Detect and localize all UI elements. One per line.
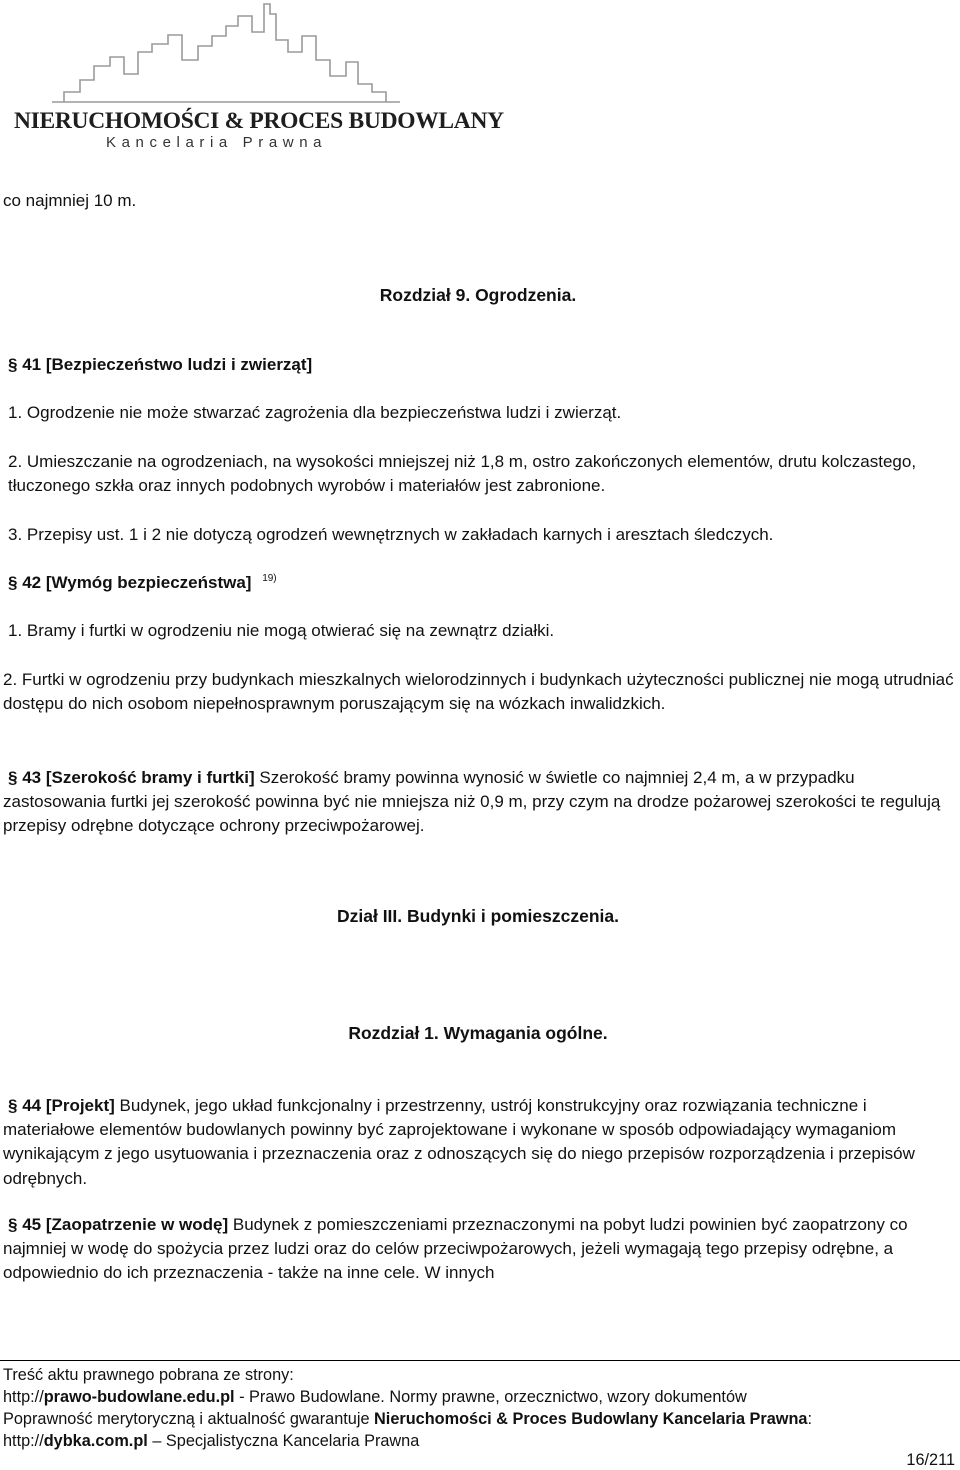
footer-guarantee-line <box>3 1408 812 1430</box>
section-41-paragraph-2: 2. Umieszczanie na ogrodzeniach, na wysokości mniejszej niż 1,8 m, ostro zakończonych elementów, drutu kolczastego, tłuczonego szkła oraz innych podobnych wyrobów i materiałów jest zabronione. <box>8 452 917 496</box>
chapter-heading: Rozdział 9. Ogrodzenia. <box>379 285 577 305</box>
footer-firm-name: Nieruchomości & Proces Budowlany Kancelaria Prawna <box>374 1410 808 1428</box>
footer-source-description: - Prawo Budowlane. Normy prawne, orzecznictwo, wzory dokumentów <box>234 1388 747 1406</box>
footer-firm-line <box>3 1430 419 1452</box>
section-symbol: § <box>8 1096 18 1115</box>
section-45 <box>3 1213 957 1286</box>
section-symbol: § <box>8 573 18 592</box>
section-41-title: 41 [Bezpieczeństwo ludzi i zwierząt] <box>22 355 313 374</box>
continuation-line: co najmniej 10 m. <box>3 191 137 210</box>
section-symbol: § <box>8 355 18 374</box>
footer-source-label: Treść aktu prawnego pobrana ze strony: <box>3 1366 294 1384</box>
section-42-paragraph-2: 2. Furtki w ogrodzeniu przy budynkach mieszkalnych wielorodzinnych i budynkach użyteczności publicznej nie mogą utrudniać dostępu do nich osobom niepełnosprawnym poruszającym się na wózkach inwalidzkich. <box>3 670 954 714</box>
footnote-marker: 19) <box>262 573 277 584</box>
section-43 <box>3 766 957 839</box>
footer-source-link[interactable]: prawo-budowlane.edu.pl <box>43 1388 235 1406</box>
footer-url-prefix: http:// <box>3 1432 44 1450</box>
division-heading: Dział III. Budynki i pomieszczenia. <box>336 906 620 926</box>
section-43-title: 43 [Szerokość bramy i furtki] <box>22 768 255 787</box>
section-symbol: § <box>8 1215 18 1234</box>
section-44 <box>3 1094 957 1191</box>
section-45-title: 45 [Zaopatrzenie w wodę] <box>22 1215 229 1234</box>
footer-divider <box>0 1360 960 1361</box>
section-43-text: Szerokość bramy powinna wynosić w świetle co najmniej 2,4 m, a w przypadku zastosowania furtki jej szerokość powinna być nie mniejsza niż 0,9 m, przy czym na drodze pożarowej szerokości te regulują przepisy odrębne dotyczące ochrony przeciwpożarowej. <box>3 768 941 836</box>
footer-firm-description: – Specjalistyczna Kancelaria Prawna <box>147 1432 420 1450</box>
footer-colon: : <box>807 1410 812 1428</box>
section-41-heading <box>8 353 312 377</box>
section-45-text: Budynek z pomieszczeniami przeznaczonymi na pobyt ludzi powinien być zaopatrzony co najmniej w wodę do spożycia przez ludzi oraz do celów przeciwpożarowych, jeżeli wymagają tego przepisy odrębne, a odpowiednio do ich przeznaczenia - także na inne cele. W innych <box>3 1215 908 1283</box>
footer-source-line <box>3 1386 747 1408</box>
footer-firm-link[interactable]: dybka.com.pl <box>43 1432 148 1450</box>
logo-title: NIERUCHOMOŚCI & PROCES BUDOWLANY <box>14 108 504 134</box>
page-number: 16/211 <box>906 1451 955 1469</box>
logo-subtitle: Kancelaria Prawna <box>106 134 328 151</box>
footer-url-prefix: http:// <box>3 1388 44 1406</box>
section-42-title: 42 [Wymóg bezpieczeństwa] <box>22 573 252 592</box>
chapter-heading: Rozdział 1. Wymagania ogólne. <box>348 1023 608 1043</box>
section-44-title: 44 [Projekt] <box>22 1096 115 1115</box>
section-symbol: § <box>8 768 18 787</box>
section-44-text: Budynek, jego układ funkcjonalny i przestrzenny, ustrój konstrukcyjny oraz rozwiązania techniczne i materiałowe elementów budowlanych powinny być zaprojektowane i wykonane w sposób odpowiadający wymaganiom wynikającym z jego usytuowania i przeznaczenia oraz z odnoszących się do niego przepisów rozporządzenia i przepisów odrębnych. <box>3 1096 915 1188</box>
footer-guarantee-text: Poprawność merytoryczną i aktualność gwarantuje <box>3 1410 375 1428</box>
section-41-paragraph-1: 1. Ogrodzenie nie może stwarzać zagrożenia dla bezpieczeństwa ludzi i zwierząt. <box>8 403 622 422</box>
section-42-heading <box>8 571 277 598</box>
section-42-paragraph-1: 1. Bramy i furtki w ogrodzeniu nie mogą otwierać się na zewnątrz działki. <box>8 621 555 640</box>
section-41-paragraph-3: 3. Przepisy ust. 1 i 2 nie dotyczą ogrodzeń wewnętrznych w zakładach karnych i aresztach śledczych. <box>8 525 774 544</box>
